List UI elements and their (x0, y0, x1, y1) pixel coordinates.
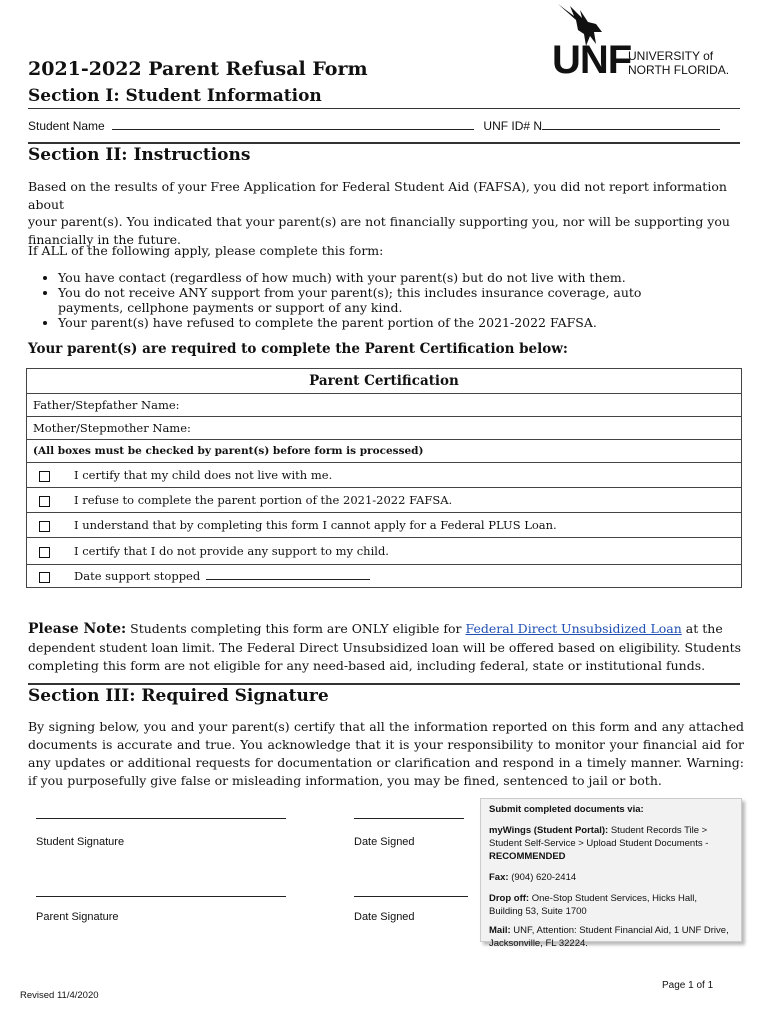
mywings-text: Student Records Tile > Student Self-Service > Upload Student Documents - (489, 825, 709, 849)
condition-item: • Your parent(s) have refused to complete the parent portion of the 2021-2022 FAFSA. (58, 315, 708, 330)
instructions-paragraph (28, 178, 748, 248)
logo-north-florida: NORTH FLORIDA. (628, 63, 730, 77)
conditions-list (28, 270, 708, 330)
signature-paragraph: By signing below, you and your parent(s) certify that all the information reported on this form and any attached documents is accurate and true. You acknowledge that it is your responsibility to monitor your financial aid for any updates or additional requests for documentation or clarification and respond in a timely manner. Warning: if you purposefully give false or misleading information, you may be fined, sentenced to jail or both. (28, 719, 744, 788)
cert-item-label: Date support stopped (74, 569, 201, 583)
student-name-row (28, 119, 720, 133)
note-text-2: at the (685, 621, 723, 636)
student-signature-field[interactable] (36, 818, 286, 819)
submit-heading: Submit completed documents via: (489, 804, 644, 815)
cert-intro: Your parent(s) are required to complete the Parent Certification below: (28, 341, 568, 357)
date-stopped-field[interactable] (206, 579, 370, 580)
student-date-field[interactable] (354, 818, 464, 819)
condition-item: • You do not receive ANY support from your parent(s); this includes insurance coverage, auto payments, cellphone payments or support of any kind. (58, 285, 708, 315)
checkbox-no-live[interactable] (39, 471, 50, 482)
parent-signature-field[interactable] (36, 896, 286, 897)
page-number: Page 1 of 1 (662, 980, 714, 991)
unf-logo (552, 2, 742, 82)
note-line-3: completing this form are not eligible for any need-based aid, including federal, state or institutional funds. (28, 658, 706, 673)
cert-item-row (27, 565, 742, 588)
parent-date-label: Date Signed (354, 911, 415, 923)
father-name-field[interactable]: Father/Stepfather Name: (27, 394, 742, 417)
dropoff-text: One-Stop Student Services, Hicks Hall, Building 53, Suite 1700 (489, 893, 698, 917)
unf-id-label: UNF ID# N (483, 119, 543, 133)
checkbox-no-support[interactable] (39, 547, 50, 558)
cert-item-row (27, 488, 742, 513)
section3-rule (28, 683, 740, 685)
cert-title: Parent Certification (27, 369, 742, 394)
instructions-line-1: Based on the results of your Free Application for Federal Student Aid (FAFSA), you did not report information about (28, 179, 727, 212)
fax-label: Fax: (489, 872, 509, 883)
note-line-2: dependent student loan limit. The Federal Direct Unsubsidized loan will be offered based on eligibility. Students (28, 639, 742, 655)
checkbox-refuse-fafsa[interactable] (39, 496, 50, 507)
instructions-line-3: financially in the future. (28, 231, 181, 247)
section1-rule (28, 108, 740, 109)
cert-item-label: I refuse to complete the parent portion of the 2021-2022 FAFSA. (74, 493, 453, 507)
unf-id-field[interactable] (542, 129, 720, 130)
cert-item-label: I understand that by completing this form I cannot apply for a Federal PLUS Loan. (74, 518, 557, 532)
parent-signature-label: Parent Signature (36, 911, 119, 923)
student-date-label: Date Signed (354, 836, 415, 848)
cert-instruction: (All boxes must be checked by parent(s) before form is processed) (27, 440, 742, 463)
instructions-line-2: your parent(s). You indicated that your parent(s) are not financially supporting you, nor will be supporting you (28, 214, 730, 229)
revised-date: Revised 11/4/2020 (20, 990, 99, 1001)
mywings-recommended: RECOMMENDED (489, 851, 566, 862)
dropoff-label: Drop off: (489, 893, 530, 904)
form-title: 2021-2022 Parent Refusal Form (28, 58, 368, 80)
cert-item-row (27, 463, 742, 488)
conditions-intro: If ALL of the following apply, please complete this form: (28, 243, 384, 258)
cert-item-label: I certify that I do not provide any support to my child. (74, 544, 389, 558)
please-note-label: Please Note: (28, 621, 127, 637)
section1-heading: Section I: Student Information (28, 86, 322, 106)
federal-direct-loan-link[interactable]: Federal Direct Unsubsidized Loan (465, 621, 682, 636)
student-signature-label: Student Signature (36, 836, 125, 848)
note-text-1: Students completing this form are ONLY eligible for (130, 621, 462, 636)
mywings-label: myWings (Student Portal): (489, 825, 609, 836)
section3-heading: Section III: Required Signature (28, 686, 329, 706)
student-name-field[interactable] (112, 129, 474, 130)
logo-university-of: UNIVERSITY of (628, 49, 714, 63)
submit-documents-box (480, 798, 742, 949)
mail-label: Mail: (489, 925, 511, 936)
checkbox-no-plus-loan[interactable] (39, 521, 50, 532)
section2-rule (28, 142, 740, 144)
cert-item-row (27, 538, 742, 565)
please-note (28, 620, 748, 676)
condition-item: • You have contact (regardless of how much) with your parent(s) but do not live with them. (58, 270, 708, 285)
checkbox-date-stopped[interactable] (39, 572, 50, 583)
mother-name-field[interactable]: Mother/Stepmother Name: (27, 417, 742, 440)
section2-heading: Section II: Instructions (28, 145, 251, 165)
parent-certification-table (26, 368, 742, 588)
cert-item-label: I certify that my child does not live with me. (74, 468, 333, 482)
student-name-label: Student Name (28, 119, 105, 133)
parent-date-field[interactable] (354, 896, 468, 897)
fax-number: (904) 620-2414 (511, 872, 577, 883)
mail-text: UNF, Attention: Student Financial Aid, 1 UNF Drive, Jacksonville, FL 32224. (489, 925, 729, 949)
cert-item-row (27, 513, 742, 538)
logo-unf-text: UNF (552, 38, 632, 82)
